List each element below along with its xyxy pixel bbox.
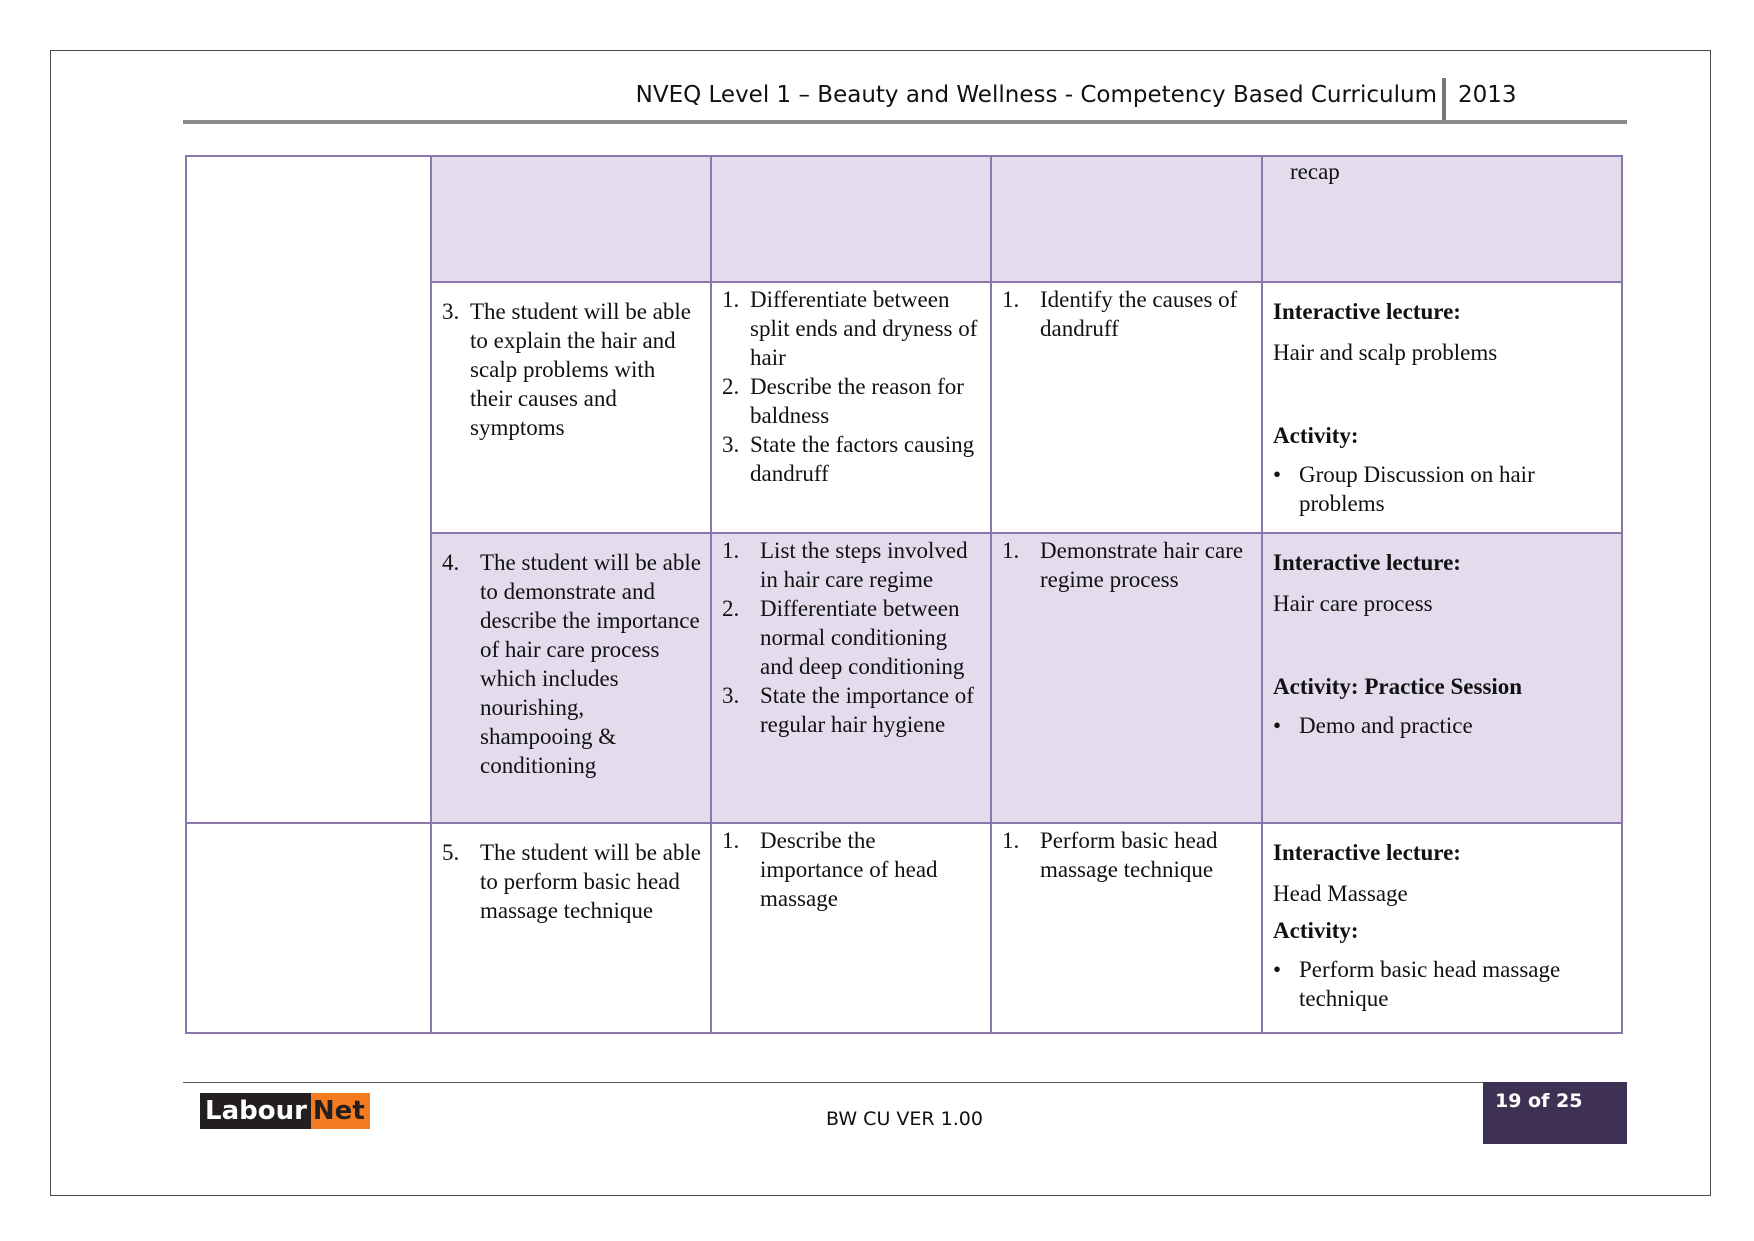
cell-empty (991, 156, 1262, 282)
activity-item: • Demo and practice (1273, 713, 1473, 738)
header-title: NVEQ Level 1 – Beauty and Wellness - Competency Based Curriculum (635, 82, 1437, 108)
recap-text: recap (1290, 159, 1340, 184)
method-cell (1262, 823, 1622, 1033)
activity-heading: Activity: (1273, 918, 1359, 943)
method-heading: Interactive lecture: (1273, 550, 1461, 575)
method-cell (1262, 533, 1622, 823)
theory-cell (711, 823, 991, 1033)
method-cell (1262, 156, 1622, 282)
header-rule (183, 120, 1627, 124)
activity-heading: Activity: Practice Session (1273, 674, 1523, 699)
list-item: 2. Differentiate between normal conditioning and deep conditioning (722, 596, 965, 679)
activity-item: • Group Discussion on hair problems (1273, 462, 1535, 516)
theory-cell (711, 533, 991, 823)
labournet-logo: Labour Net (200, 1093, 370, 1129)
curriculum-table (185, 155, 1623, 1034)
unit-cell-empty (186, 156, 431, 823)
activity-heading: Activity: (1273, 423, 1359, 448)
cell-empty (431, 156, 711, 282)
practical-cell (991, 823, 1262, 1033)
table-row-continued (186, 156, 1622, 282)
list-item: 1. Differentiate between split ends and dryness of hair (722, 287, 978, 370)
method-topic: Hair and scalp problems (1273, 340, 1498, 365)
header-separator (1442, 78, 1446, 120)
version-label: BW CU VER 1.00 (826, 1108, 983, 1130)
learning-outcome-cell (431, 282, 711, 533)
list-item: 3. State the factors causing dandruff (722, 432, 975, 486)
list-item: 5. The student will be able to perform basic head massage technique (442, 840, 701, 923)
learning-outcome-cell (431, 823, 711, 1033)
list-item: 3. State the importance of regular hair hygiene (722, 683, 974, 737)
cell-empty (711, 156, 991, 282)
page-number-badge: 19 of 25 (1483, 1082, 1627, 1144)
list-item: 3. The student will be able to explain the hair and scalp problems with their causes and symptoms (442, 299, 691, 440)
method-heading: Interactive lecture: (1273, 840, 1461, 865)
list-item: 1. Describe the importance of head massage (722, 828, 938, 911)
list-item: 1. Perform basic head massage technique (1002, 828, 1218, 882)
practical-cell (991, 533, 1262, 823)
table-row (186, 823, 1622, 1033)
method-heading: Interactive lecture: (1273, 299, 1461, 324)
method-cell (1262, 282, 1622, 533)
method-topic: Hair care process (1273, 591, 1433, 616)
learning-outcome-cell (431, 533, 711, 823)
list-item: 2. Describe the reason for baldness (722, 374, 964, 428)
unit-cell-empty (186, 823, 431, 1033)
header-year: 2013 (1458, 82, 1517, 108)
list-item: 4. The student will be able to demonstrate and describe the importance of hair care process which includes nourishing, shampooing & conditioning (442, 550, 701, 778)
method-topic: Head Massage (1273, 881, 1408, 906)
list-item: 1. List the steps involved in hair care regime (722, 538, 968, 592)
footer-rule (183, 1082, 1627, 1083)
activity-item: • Perform basic head massage technique (1273, 957, 1561, 1011)
theory-cell (711, 282, 991, 533)
page-header (183, 78, 1627, 124)
list-item: 1. Identify the causes of dandruff (1002, 287, 1238, 341)
list-item: 1. Demonstrate hair care regime process (1002, 538, 1244, 592)
practical-cell (991, 282, 1262, 533)
